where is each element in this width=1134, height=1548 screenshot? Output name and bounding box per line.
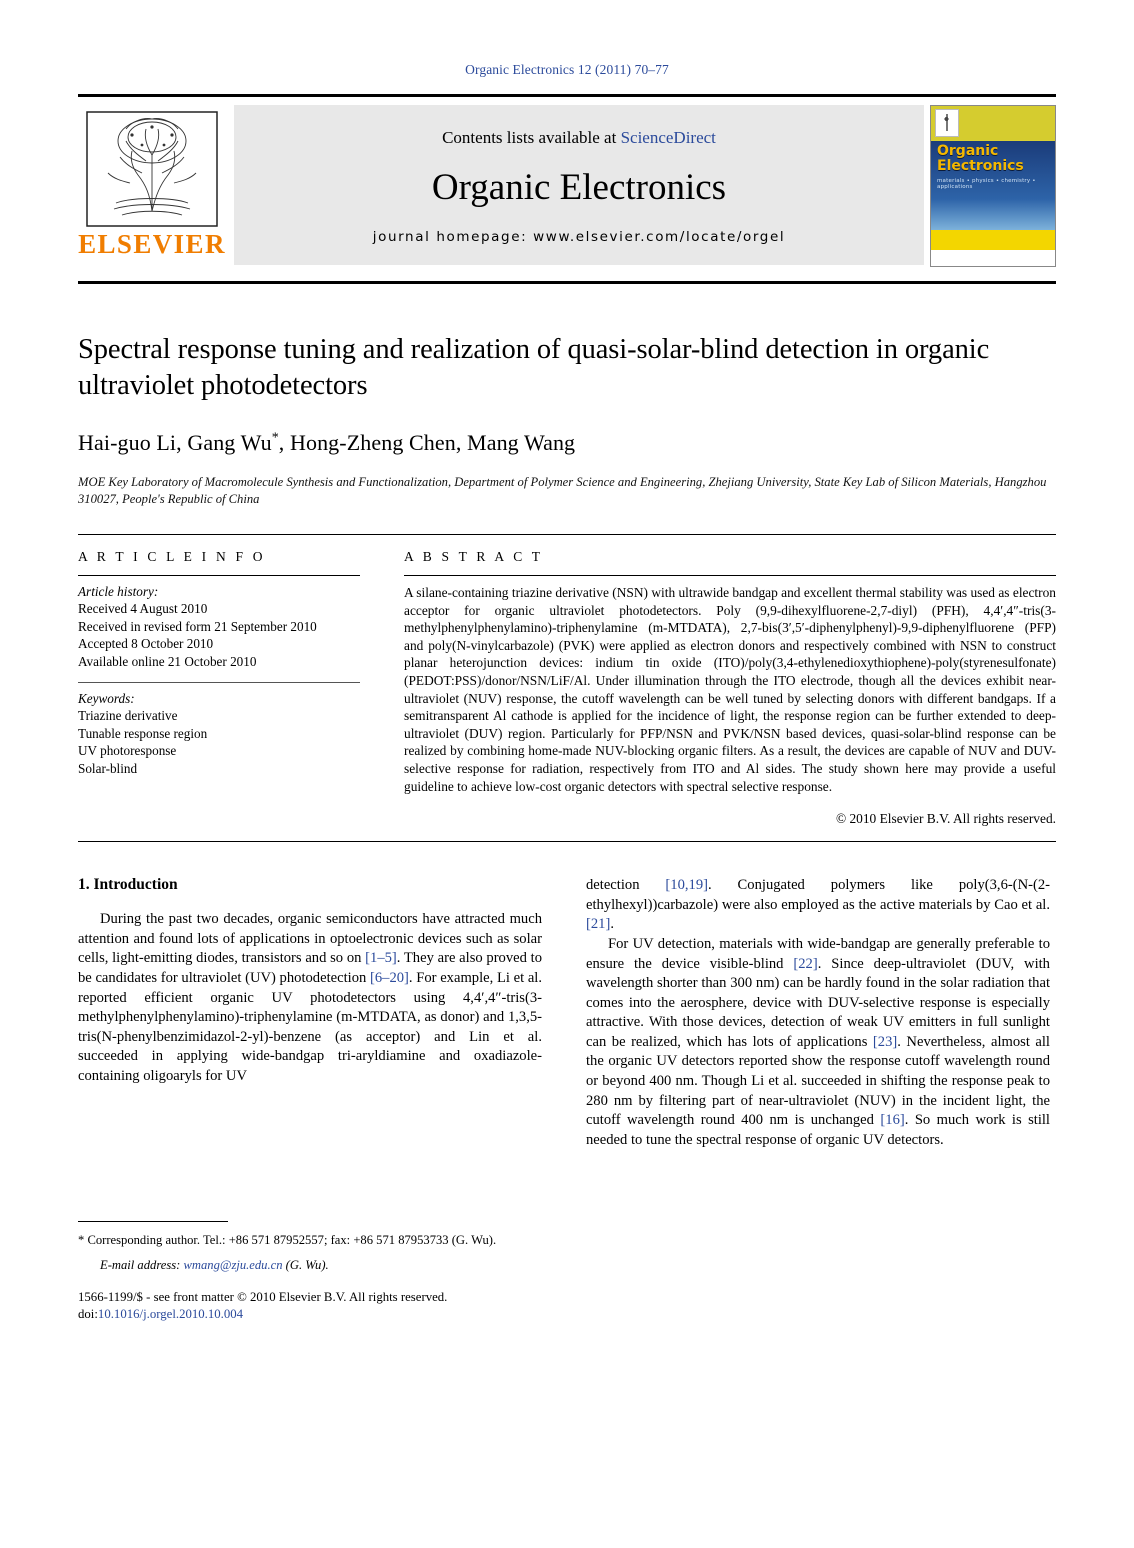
sciencedirect-link[interactable]: ScienceDirect xyxy=(620,127,716,147)
citation-link[interactable]: [6–20] xyxy=(369,969,409,986)
paragraph: detection [10,19]. Conjugated polymers like poly(3,6-(N-(2-ethylhexyl))carbazole) were also employed as the active materials by Cao et al. [21]. xyxy=(586,877,1051,933)
corresponding-marker: * xyxy=(271,430,279,446)
email-label: E-mail address: xyxy=(100,1257,184,1272)
elsevier-tree-icon xyxy=(86,111,218,227)
history-item: Available online 21 October 2010 xyxy=(78,653,257,669)
divider xyxy=(78,682,360,683)
history-item: Received in revised form 21 September 2010 xyxy=(78,618,317,634)
section-heading-introduction: 1. Introduction xyxy=(78,876,178,894)
issn-line xyxy=(78,1289,542,1322)
corresponding-author-note: * Corresponding author. Tel.: +86 571 87952557; fax: +86 571 87953733 (G. Wu). xyxy=(78,1233,497,1248)
citation-link[interactable]: [21] xyxy=(586,916,611,933)
history-item: Received 4 August 2010 xyxy=(78,601,208,616)
email-note xyxy=(78,1257,542,1273)
divider xyxy=(404,575,1056,576)
cover-subtitle: materials • physics • chemistry • applications xyxy=(937,178,1036,190)
paragraph: For UV detection, materials with wide-bandgap are generally preferable to ensure the device visible-blind [22]. Since deep-ultraviolet (DUV, with wavelength shorter than 300 nm) can be hardly found in the solar radiation that comes into the aerosphere, device with DUV-selective response is especially attractive. With those devices, detection of weak UV emitters in full sunlight can be realized, which has lots of applications [23]. Nevertheless, almost all the organic UV detectors reported show the response cutoff wavelength round or beyond 400 nm. Though Li et al. succeeded in shifting the response peak to 280 nm by filtering part of near-ultraviolet (NUV) in the incident light, the cutoff wavelength round 400 nm is unchanged [16]. So much work is still needed to tune the spectral response of organic UV detectors. xyxy=(586,935,1050,1148)
keyword-item: Solar-blind xyxy=(78,760,138,776)
contents-available-line xyxy=(442,128,716,148)
body-columns xyxy=(78,876,1056,1322)
footnote-divider xyxy=(78,1221,228,1222)
cover-publisher-icon xyxy=(935,109,959,137)
contents-prefix: Contents lists available at xyxy=(442,127,621,147)
citation-link[interactable]: [16] xyxy=(880,1112,905,1129)
running-head: Organic Electronics 12 (2011) 70–77 xyxy=(465,62,669,77)
journal-banner xyxy=(234,105,924,265)
doi-line xyxy=(78,1306,542,1323)
article-history-label: Article history: xyxy=(78,584,159,599)
keyword-item: Tunable response region xyxy=(78,725,208,741)
citation-link[interactable]: [1–5] xyxy=(365,950,397,967)
affiliation: MOE Key Laboratory of Macromolecule Synthesis and Functionalization, Department of Polymer Science and Engineering, Zhejiang University, State Key Lab of Silicon Materials, Hangzhou 310027, People's Republic of China xyxy=(78,475,1047,506)
info-abstract-section xyxy=(78,534,1056,827)
citation-link[interactable]: [22] xyxy=(793,955,818,972)
cover-yellow-band xyxy=(931,230,1055,250)
doi-link[interactable]: 10.1016/j.orgel.2010.10.004 xyxy=(97,1306,244,1321)
footnotes xyxy=(78,1221,542,1322)
divider xyxy=(78,575,360,576)
journal-homepage[interactable]: journal homepage: www.elsevier.com/locate/orgel xyxy=(372,228,786,245)
email-link[interactable]: wmang@zju.edu.cn xyxy=(183,1257,283,1272)
paragraph: During the past two decades, organic semiconductors have attracted much attention and found lots of applications in optoelectronic devices such as solar cells, light-emitting diodes, transistors and so on [1–5]. They are also proved to be candidates for ultraviolet (UV) photodetection [6–20]. For example, Li et al. reported efficient organic UV photodetectors using 4,4′,4″-tris(3-methylphenylphenylamino)-triphenylamine (m-MTDATA, as donor) and 1,3,5-tris(N-phenylbenzimidazol-2-yl)-benzene (as acceptor) and Lin et al. succeeded in applying wide-bandgap tri-aryldiamine and oxadiazole-containing oligoaryls for UV xyxy=(78,911,543,1084)
journal-masthead xyxy=(78,94,1056,284)
cover-bottom-band xyxy=(931,250,1055,266)
abstract-column xyxy=(404,549,1056,827)
citation-link[interactable]: [10,19] xyxy=(665,877,708,894)
history-item: Accepted 8 October 2010 xyxy=(78,636,214,651)
cover-title: Organic Electronics xyxy=(937,143,1024,174)
abstract-text: A silane-containing triazine derivative (NSN) with ultrawide bandgap and excellent thermal stability was used as electron acceptor for organic ultraviolet photodetectors. Poly (9,9-dihexylfluorene-2,7-diyl) (PFH), 4,4′,4″-tris(3-methylphenylphenylamino)-triphenylamine (m-MTDATA), 2,7-bis(3′,5′-diphenylphenyl)-9,9-diphenylfluorene (PFP) and poly(N-vinylcarbazole) (PVK) were applied as electron donors and respectively combined with NSN to construct planar heterojunction devices: indium tin oxide (ITO)/poly(3,4-ethylenedioxythiophene)-poly(styrenesulfonate) (PEDOT:PSS)/donor/NSN/LiF/Al. Under illumination through the ITO electrode, though all the devices exhibit near-ultraviolet (NUV) response, the cutoff wavelength can be well tuned by selecting donors with different bandgaps. If a semitransparent Al cathode is applied for the incidence of light, the response region can be further extended to deep-ultraviolet (DUV) region. Particularly for PFP/NSN and PVK/NSN based devices, quasi-solar-blind response can be realized by combining home-made NUV-blocking organic filters. As a result, the devices are capable of NUV and DUV-selective response for radiation, respectively from ITO and Al sides. The study shown here may provide a useful guideline to achieve low-cost organic detectors with spectral selective response. xyxy=(404,585,1056,794)
page-title: Spectral response tuning and realization of quasi-solar-blind detection in organic ultraviolet photodetectors xyxy=(78,334,990,401)
article-info-heading: A R T I C L E I N F O xyxy=(78,549,266,564)
copyright-line: © 2010 Elsevier B.V. All rights reserved. xyxy=(835,811,1056,827)
keyword-item: UV photoresponse xyxy=(78,743,177,758)
journal-cover-image xyxy=(930,105,1056,267)
right-column xyxy=(586,876,1050,1322)
keywords-label: Keywords: xyxy=(78,691,135,706)
issn-text: 1566-1199/$ - see front matter © 2010 Elsevier B.V. All rights reserved. xyxy=(78,1290,448,1305)
email-suffix: (G. Wu). xyxy=(282,1257,329,1272)
left-column xyxy=(78,876,542,1322)
elsevier-logo xyxy=(78,105,226,275)
article-info-column xyxy=(78,549,360,827)
elsevier-wordmark: ELSEVIER xyxy=(78,229,226,259)
keyword-item: Triazine derivative xyxy=(78,708,178,723)
abstract-heading: A B S T R A C T xyxy=(404,549,544,564)
journal-title: Organic Electronics xyxy=(431,166,727,208)
section-divider xyxy=(78,841,1056,842)
doi-label: doi: xyxy=(78,1306,98,1321)
title-block xyxy=(78,332,1056,508)
citation-link[interactable]: [23] xyxy=(872,1033,898,1050)
author-list: Hai-guo Li, Gang Wu*, Hong-Zheng Chen, Mang Wang xyxy=(78,430,576,455)
